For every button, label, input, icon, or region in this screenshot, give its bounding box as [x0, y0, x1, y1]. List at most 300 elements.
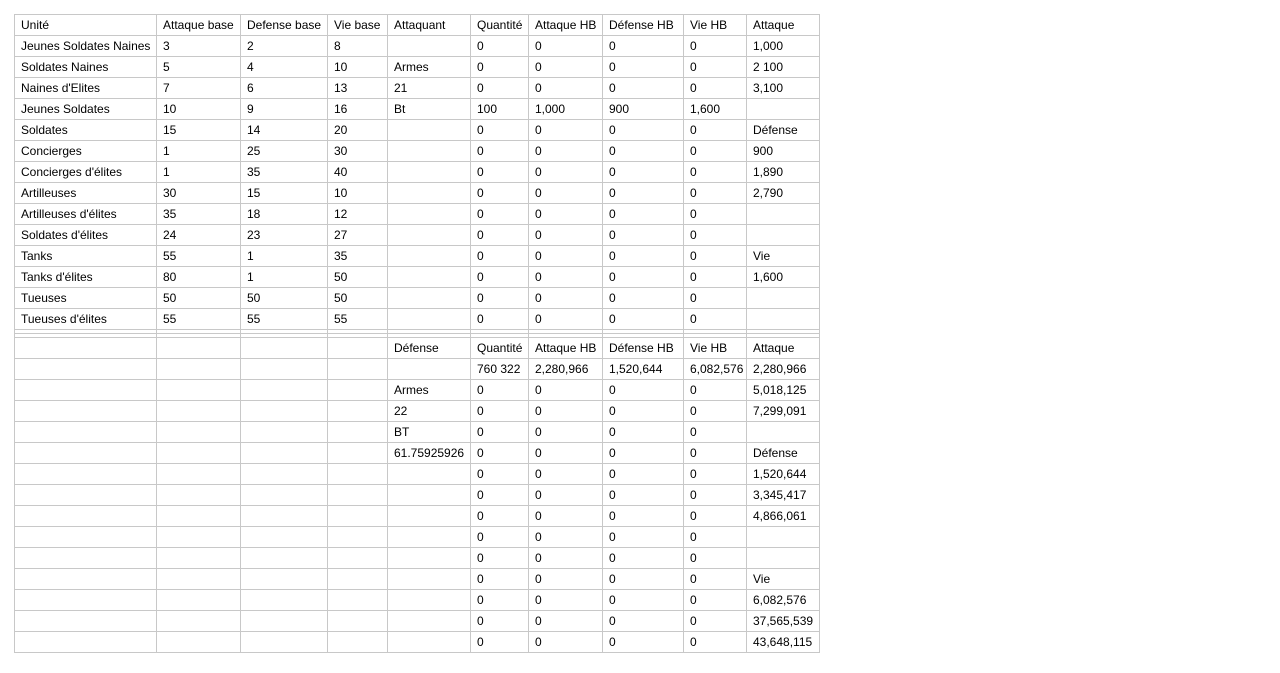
table-cell[interactable]: 0	[471, 569, 529, 590]
table-cell[interactable]: 3,345,417	[747, 485, 820, 506]
table-cell[interactable]: Jeunes Soldates Naines	[15, 36, 157, 57]
table-cell[interactable]	[328, 380, 388, 401]
table-cell[interactable]	[328, 527, 388, 548]
table-cell[interactable]	[15, 464, 157, 485]
table-cell[interactable]: 3,100	[747, 78, 820, 99]
table-cell[interactable]: Defense base	[241, 15, 328, 36]
table-cell[interactable]: 80	[157, 267, 241, 288]
table-cell[interactable]: 0	[603, 485, 684, 506]
table-cell[interactable]: Soldates	[15, 120, 157, 141]
table-cell[interactable]: 50	[328, 267, 388, 288]
table-cell[interactable]	[388, 225, 471, 246]
table-cell[interactable]: 0	[684, 590, 747, 611]
table-cell[interactable]	[15, 506, 157, 527]
table-cell[interactable]: 0	[529, 141, 603, 162]
table-cell[interactable]	[388, 485, 471, 506]
table-cell[interactable]: Soldates d'élites	[15, 225, 157, 246]
table-cell[interactable]	[15, 380, 157, 401]
table-cell[interactable]: 0	[684, 162, 747, 183]
table-cell[interactable]: 2,280,966	[747, 359, 820, 380]
table-cell[interactable]	[157, 527, 241, 548]
table-cell[interactable]: 0	[529, 548, 603, 569]
table-cell[interactable]: Défense HB	[603, 15, 684, 36]
table-cell[interactable]: 0	[471, 611, 529, 632]
table-cell[interactable]: 0	[529, 183, 603, 204]
table-cell[interactable]: 0	[529, 443, 603, 464]
table-cell[interactable]: 0	[603, 443, 684, 464]
table-cell[interactable]	[388, 464, 471, 485]
table-cell[interactable]: 0	[684, 141, 747, 162]
table-cell[interactable]: 0	[603, 569, 684, 590]
table-cell[interactable]	[241, 443, 328, 464]
table-cell[interactable]: 0	[529, 590, 603, 611]
table-cell[interactable]: 0	[603, 380, 684, 401]
table-cell[interactable]	[328, 338, 388, 359]
table-cell[interactable]: 0	[603, 267, 684, 288]
table-cell[interactable]	[157, 632, 241, 653]
table-cell[interactable]	[747, 225, 820, 246]
table-cell[interactable]: 0	[684, 183, 747, 204]
table-cell[interactable]	[388, 36, 471, 57]
table-cell[interactable]: 0	[529, 611, 603, 632]
table-cell[interactable]: Attaque	[747, 15, 820, 36]
table-cell[interactable]	[157, 338, 241, 359]
table-cell[interactable]: 25	[241, 141, 328, 162]
table-cell[interactable]: Quantité	[471, 338, 529, 359]
table-cell[interactable]	[15, 443, 157, 464]
table-cell[interactable]: 1,520,644	[603, 359, 684, 380]
table-cell[interactable]: 0	[684, 246, 747, 267]
table-cell[interactable]	[328, 443, 388, 464]
table-cell[interactable]: Attaque	[747, 338, 820, 359]
table-cell[interactable]: 1,890	[747, 162, 820, 183]
table-cell[interactable]	[747, 309, 820, 330]
table-cell[interactable]: 0	[529, 267, 603, 288]
table-cell[interactable]	[388, 359, 471, 380]
table-cell[interactable]: 12	[328, 204, 388, 225]
table-cell[interactable]	[157, 359, 241, 380]
table-cell[interactable]: 0	[603, 36, 684, 57]
table-cell[interactable]	[747, 99, 820, 120]
table-cell[interactable]: 0	[684, 225, 747, 246]
table-cell[interactable]: 0	[471, 267, 529, 288]
table-cell[interactable]: 0	[471, 422, 529, 443]
table-cell[interactable]: Artilleuses d'élites	[15, 204, 157, 225]
table-cell[interactable]: 0	[471, 57, 529, 78]
table-cell[interactable]: 7,299,091	[747, 401, 820, 422]
table-cell[interactable]: 900	[603, 99, 684, 120]
table-cell[interactable]: 1,600	[684, 99, 747, 120]
table-cell[interactable]: 0	[529, 288, 603, 309]
table-cell[interactable]: 0	[529, 204, 603, 225]
table-cell[interactable]: 40	[328, 162, 388, 183]
table-cell[interactable]: Concierges d'élites	[15, 162, 157, 183]
table-cell[interactable]: 55	[241, 309, 328, 330]
table-cell[interactable]: 0	[603, 422, 684, 443]
table-cell[interactable]	[328, 506, 388, 527]
table-cell[interactable]: 2 100	[747, 57, 820, 78]
table-cell[interactable]: 13	[328, 78, 388, 99]
table-cell[interactable]	[241, 506, 328, 527]
table-cell[interactable]: 0	[684, 548, 747, 569]
table-cell[interactable]: 18	[241, 204, 328, 225]
table-cell[interactable]: 0	[684, 309, 747, 330]
table-cell[interactable]: 3	[157, 36, 241, 57]
table-cell[interactable]: 0	[471, 401, 529, 422]
table-cell[interactable]: 22	[388, 401, 471, 422]
table-cell[interactable]: 8	[328, 36, 388, 57]
table-cell[interactable]: 0	[603, 632, 684, 653]
table-cell[interactable]: 0	[603, 527, 684, 548]
table-cell[interactable]: 0	[529, 506, 603, 527]
table-cell[interactable]: Naines d'Elites	[15, 78, 157, 99]
table-cell[interactable]: 5	[157, 57, 241, 78]
table-cell[interactable]: 10	[328, 183, 388, 204]
table-cell[interactable]: 0	[684, 611, 747, 632]
table-cell[interactable]: 0	[529, 380, 603, 401]
table-cell[interactable]: 0	[603, 78, 684, 99]
table-cell[interactable]: 0	[603, 401, 684, 422]
table-cell[interactable]: 14	[241, 120, 328, 141]
table-cell[interactable]: 0	[684, 120, 747, 141]
table-cell[interactable]: 0	[603, 204, 684, 225]
table-cell[interactable]: 0	[684, 401, 747, 422]
table-cell[interactable]: 0	[471, 288, 529, 309]
table-cell[interactable]: 0	[603, 120, 684, 141]
table-cell[interactable]	[388, 120, 471, 141]
table-cell[interactable]	[328, 548, 388, 569]
table-cell[interactable]: Tueuses d'élites	[15, 309, 157, 330]
table-cell[interactable]: Jeunes Soldates	[15, 99, 157, 120]
table-cell[interactable]: 0	[684, 288, 747, 309]
table-cell[interactable]	[15, 485, 157, 506]
table-cell[interactable]	[157, 611, 241, 632]
table-cell[interactable]	[15, 590, 157, 611]
table-cell[interactable]: 35	[157, 204, 241, 225]
table-cell[interactable]	[388, 590, 471, 611]
table-cell[interactable]: 0	[529, 569, 603, 590]
table-cell[interactable]	[388, 506, 471, 527]
table-cell[interactable]: 1,000	[529, 99, 603, 120]
table-cell[interactable]	[388, 183, 471, 204]
table-cell[interactable]	[328, 422, 388, 443]
table-cell[interactable]	[157, 401, 241, 422]
table-cell[interactable]: 0	[603, 309, 684, 330]
table-cell[interactable]	[15, 359, 157, 380]
table-cell[interactable]: 0	[529, 225, 603, 246]
table-cell[interactable]: 0	[603, 464, 684, 485]
table-cell[interactable]: Tanks d'élites	[15, 267, 157, 288]
table-cell[interactable]: 0	[471, 204, 529, 225]
table-cell[interactable]: 0	[603, 57, 684, 78]
table-cell[interactable]: 0	[529, 485, 603, 506]
table-cell[interactable]	[241, 485, 328, 506]
table-cell[interactable]: 0	[684, 527, 747, 548]
table-cell[interactable]: 0	[684, 632, 747, 653]
table-cell[interactable]: 4	[241, 57, 328, 78]
table-cell[interactable]: 0	[603, 611, 684, 632]
table-cell[interactable]: 0	[471, 632, 529, 653]
table-cell[interactable]: 0	[471, 183, 529, 204]
table-cell[interactable]	[388, 141, 471, 162]
table-cell[interactable]	[328, 632, 388, 653]
table-cell[interactable]: 24	[157, 225, 241, 246]
table-cell[interactable]: Bt	[388, 99, 471, 120]
table-cell[interactable]: 0	[471, 590, 529, 611]
table-cell[interactable]	[241, 548, 328, 569]
table-cell[interactable]: 100	[471, 99, 529, 120]
table-cell[interactable]: Défense	[747, 120, 820, 141]
table-cell[interactable]: 0	[529, 464, 603, 485]
table-cell[interactable]: 55	[157, 309, 241, 330]
table-cell[interactable]: 900	[747, 141, 820, 162]
table-cell[interactable]	[157, 548, 241, 569]
table-cell[interactable]	[388, 569, 471, 590]
table-cell[interactable]: Défense	[388, 338, 471, 359]
table-cell[interactable]: 0	[529, 527, 603, 548]
table-cell[interactable]	[747, 204, 820, 225]
table-cell[interactable]: 0	[471, 309, 529, 330]
table-cell[interactable]	[15, 422, 157, 443]
table-cell[interactable]	[747, 288, 820, 309]
table-cell[interactable]: 0	[471, 527, 529, 548]
table-cell[interactable]: Artilleuses	[15, 183, 157, 204]
table-cell[interactable]: 0	[529, 632, 603, 653]
table-cell[interactable]	[157, 380, 241, 401]
table-cell[interactable]: 0	[684, 36, 747, 57]
table-cell[interactable]: 15	[241, 183, 328, 204]
table-cell[interactable]: 21	[388, 78, 471, 99]
table-cell[interactable]: 50	[328, 288, 388, 309]
table-cell[interactable]	[328, 569, 388, 590]
table-cell[interactable]: 0	[471, 548, 529, 569]
table-cell[interactable]: 0	[603, 288, 684, 309]
table-cell[interactable]: Vie HB	[684, 338, 747, 359]
table-cell[interactable]	[388, 632, 471, 653]
table-cell[interactable]: 2,790	[747, 183, 820, 204]
table-cell[interactable]: 50	[157, 288, 241, 309]
table-cell[interactable]: 2,280,966	[529, 359, 603, 380]
table-cell[interactable]: 0	[529, 36, 603, 57]
table-cell[interactable]	[388, 246, 471, 267]
table-cell[interactable]: 0	[471, 246, 529, 267]
table-cell[interactable]	[157, 506, 241, 527]
table-cell[interactable]	[328, 485, 388, 506]
table-cell[interactable]: 1	[241, 267, 328, 288]
table-cell[interactable]	[157, 569, 241, 590]
table-cell[interactable]: 7	[157, 78, 241, 99]
table-cell[interactable]	[388, 611, 471, 632]
table-cell[interactable]: 0	[603, 590, 684, 611]
table-cell[interactable]: 15	[157, 120, 241, 141]
table-cell[interactable]: 760 322	[471, 359, 529, 380]
table-cell[interactable]: 1,520,644	[747, 464, 820, 485]
table-cell[interactable]: Vie HB	[684, 15, 747, 36]
table-cell[interactable]	[241, 401, 328, 422]
table-cell[interactable]	[157, 443, 241, 464]
table-cell[interactable]	[15, 548, 157, 569]
table-cell[interactable]: Tanks	[15, 246, 157, 267]
table-cell[interactable]: 55	[157, 246, 241, 267]
table-cell[interactable]: 30	[328, 141, 388, 162]
table-cell[interactable]: 0	[603, 506, 684, 527]
table-cell[interactable]: 23	[241, 225, 328, 246]
table-cell[interactable]: 0	[471, 506, 529, 527]
table-cell[interactable]	[241, 527, 328, 548]
table-cell[interactable]: 27	[328, 225, 388, 246]
table-cell[interactable]: Vie	[747, 569, 820, 590]
table-cell[interactable]: Concierges	[15, 141, 157, 162]
table-cell[interactable]	[388, 204, 471, 225]
table-cell[interactable]	[388, 309, 471, 330]
table-cell[interactable]: Vie	[747, 246, 820, 267]
table-cell[interactable]	[328, 590, 388, 611]
table-cell[interactable]	[15, 611, 157, 632]
table-cell[interactable]	[241, 569, 328, 590]
table-cell[interactable]: 0	[684, 267, 747, 288]
table-cell[interactable]	[157, 590, 241, 611]
table-cell[interactable]	[241, 632, 328, 653]
table-cell[interactable]: 0	[471, 443, 529, 464]
table-cell[interactable]: 0	[529, 309, 603, 330]
table-cell[interactable]	[241, 380, 328, 401]
table-cell[interactable]	[241, 590, 328, 611]
table-cell[interactable]: 0	[684, 506, 747, 527]
table-cell[interactable]: 0	[603, 141, 684, 162]
table-cell[interactable]: 0	[529, 162, 603, 183]
table-cell[interactable]	[328, 464, 388, 485]
table-cell[interactable]: Tueuses	[15, 288, 157, 309]
table-cell[interactable]: 6,082,576	[747, 590, 820, 611]
table-cell[interactable]	[15, 401, 157, 422]
table-cell[interactable]: 5,018,125	[747, 380, 820, 401]
table-cell[interactable]: 0	[471, 141, 529, 162]
table-cell[interactable]: 0	[529, 120, 603, 141]
table-cell[interactable]: 0	[603, 246, 684, 267]
table-cell[interactable]: 37,565,539	[747, 611, 820, 632]
table-cell[interactable]: 0	[471, 78, 529, 99]
table-cell[interactable]: Attaquant	[388, 15, 471, 36]
table-cell[interactable]: Défense HB	[603, 338, 684, 359]
table-cell[interactable]: Unité	[15, 15, 157, 36]
table-cell[interactable]	[328, 611, 388, 632]
table-cell[interactable]	[241, 422, 328, 443]
table-cell[interactable]	[747, 422, 820, 443]
table-cell[interactable]: 43,648,115	[747, 632, 820, 653]
table-cell[interactable]: 6,082,576	[684, 359, 747, 380]
table-cell[interactable]: BT	[388, 422, 471, 443]
table-cell[interactable]: 35	[328, 246, 388, 267]
table-cell[interactable]: Vie base	[328, 15, 388, 36]
table-cell[interactable]: 0	[471, 464, 529, 485]
table-cell[interactable]: 50	[241, 288, 328, 309]
table-cell[interactable]: 10	[328, 57, 388, 78]
table-cell[interactable]: 0	[603, 183, 684, 204]
table-cell[interactable]	[15, 569, 157, 590]
table-cell[interactable]: 61.75925926	[388, 443, 471, 464]
table-cell[interactable]: 0	[529, 422, 603, 443]
table-cell[interactable]	[157, 422, 241, 443]
table-cell[interactable]: 0	[471, 120, 529, 141]
table-cell[interactable]	[747, 527, 820, 548]
table-cell[interactable]: 0	[603, 225, 684, 246]
table-cell[interactable]: 9	[241, 99, 328, 120]
table-cell[interactable]: Soldates Naines	[15, 57, 157, 78]
table-cell[interactable]: 0	[471, 485, 529, 506]
table-cell[interactable]: 55	[328, 309, 388, 330]
table-cell[interactable]	[15, 527, 157, 548]
table-cell[interactable]	[241, 611, 328, 632]
table-cell[interactable]: 1,000	[747, 36, 820, 57]
table-cell[interactable]: 0	[684, 204, 747, 225]
table-cell[interactable]	[157, 485, 241, 506]
table-cell[interactable]: 0	[529, 246, 603, 267]
table-cell[interactable]	[388, 548, 471, 569]
table-cell[interactable]	[388, 527, 471, 548]
table-cell[interactable]: 0	[603, 162, 684, 183]
table-cell[interactable]	[157, 464, 241, 485]
table-cell[interactable]: 6	[241, 78, 328, 99]
table-cell[interactable]: 2	[241, 36, 328, 57]
table-cell[interactable]: Armes	[388, 57, 471, 78]
table-cell[interactable]	[328, 401, 388, 422]
table-cell[interactable]: 0	[684, 380, 747, 401]
table-cell[interactable]: 0	[684, 485, 747, 506]
table-cell[interactable]: 16	[328, 99, 388, 120]
table-cell[interactable]	[328, 359, 388, 380]
table-cell[interactable]: 0	[684, 443, 747, 464]
table-cell[interactable]	[388, 162, 471, 183]
table-cell[interactable]	[388, 267, 471, 288]
table-cell[interactable]: 10	[157, 99, 241, 120]
table-cell[interactable]	[747, 548, 820, 569]
table-cell[interactable]: 0	[471, 225, 529, 246]
table-cell[interactable]: 0	[684, 57, 747, 78]
table-cell[interactable]: 0	[529, 57, 603, 78]
table-cell[interactable]: 30	[157, 183, 241, 204]
table-cell[interactable]: 20	[328, 120, 388, 141]
table-cell[interactable]: 35	[241, 162, 328, 183]
table-cell[interactable]: 1,600	[747, 267, 820, 288]
table-cell[interactable]: Armes	[388, 380, 471, 401]
table-cell[interactable]: Attaque base	[157, 15, 241, 36]
table-cell[interactable]: 0	[684, 464, 747, 485]
table-cell[interactable]: 0	[471, 380, 529, 401]
table-cell[interactable]	[241, 338, 328, 359]
table-cell[interactable]: 1	[157, 162, 241, 183]
table-cell[interactable]	[15, 632, 157, 653]
table-cell[interactable]	[241, 359, 328, 380]
table-cell[interactable]: 0	[684, 78, 747, 99]
table-cell[interactable]: 0	[471, 162, 529, 183]
table-cell[interactable]: Défense	[747, 443, 820, 464]
table-cell[interactable]: 1	[157, 141, 241, 162]
table-cell[interactable]: 0	[471, 36, 529, 57]
table-cell[interactable]	[241, 464, 328, 485]
table-cell[interactable]: 0	[684, 422, 747, 443]
table-cell[interactable]: 0	[529, 78, 603, 99]
table-cell[interactable]: Attaque HB	[529, 338, 603, 359]
table-cell[interactable]	[388, 288, 471, 309]
table-cell[interactable]: 1	[241, 246, 328, 267]
table-cell[interactable]: Quantité	[471, 15, 529, 36]
table-cell[interactable]: 0	[603, 548, 684, 569]
table-cell[interactable]	[15, 338, 157, 359]
table-cell[interactable]: 0	[684, 569, 747, 590]
table-cell[interactable]: 4,866,061	[747, 506, 820, 527]
table-cell[interactable]: 0	[529, 401, 603, 422]
table-cell[interactable]: Attaque HB	[529, 15, 603, 36]
